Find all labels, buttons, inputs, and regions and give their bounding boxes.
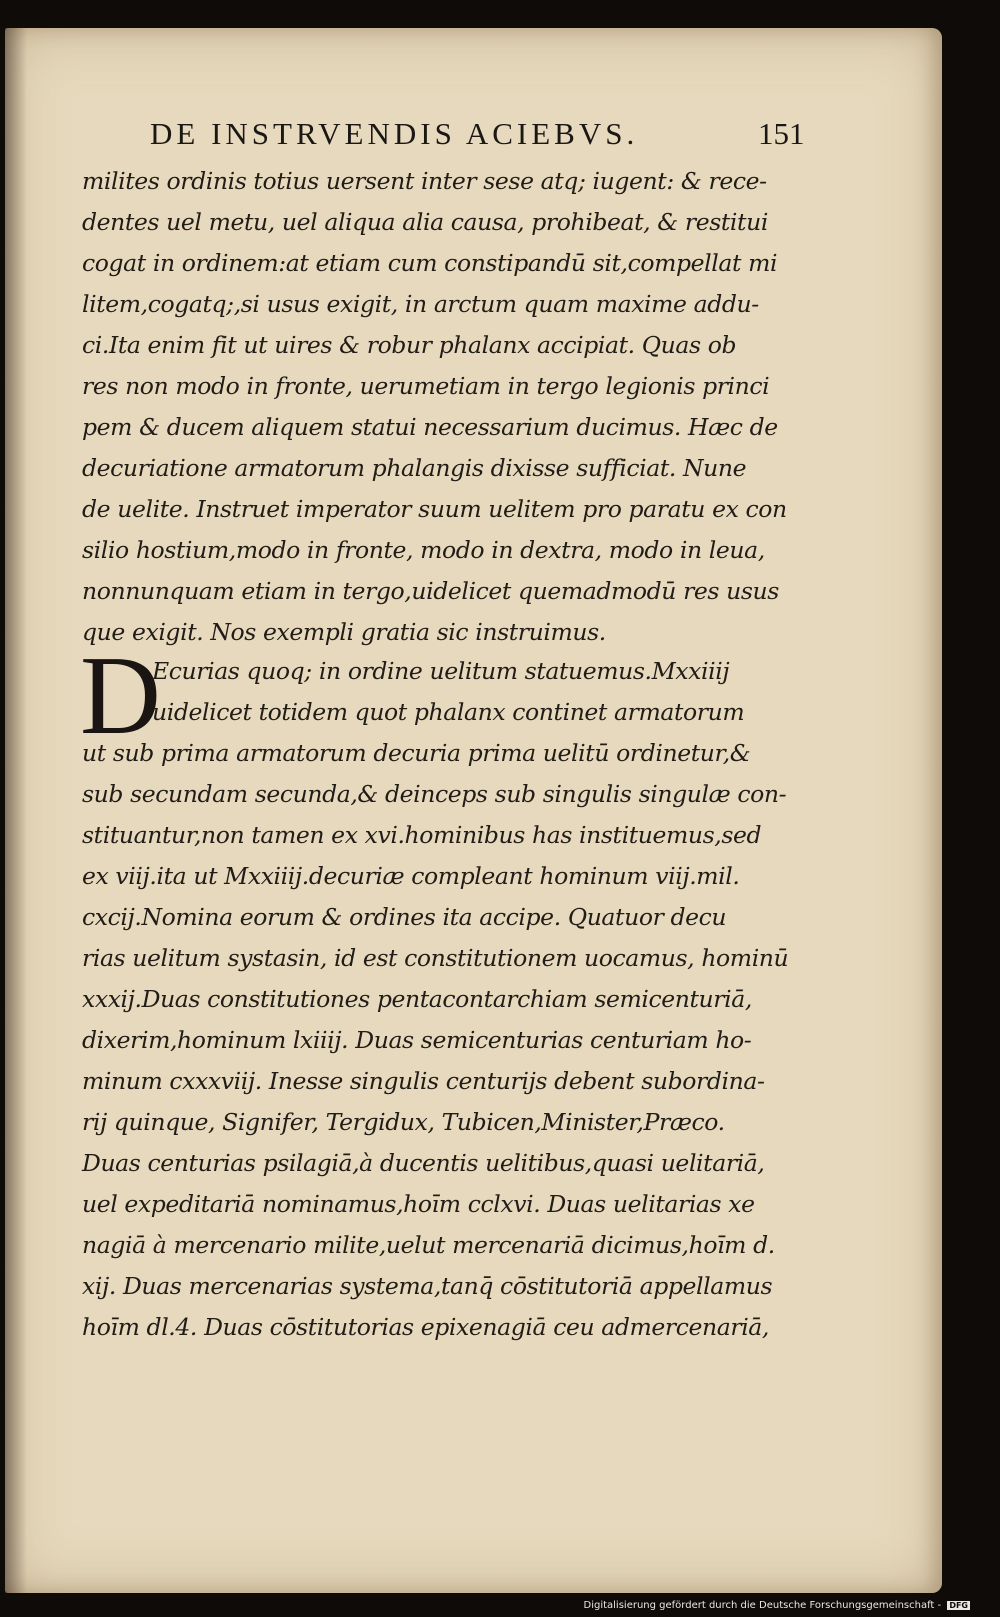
text-line: cxcij.Nomina eorum & ordines ita accipe. Quatuor decu [82,903,727,931]
text-line: Ecurias quoq; in ordine uelitum statuemus.Mxxiiij [152,657,730,685]
running-title: DE INSTRVENDIS ACIEBVS. [150,116,639,151]
text-line: decuriatione armatorum phalangis dixisse sufficiat. Nune [82,454,747,482]
text-line: xij. Duas mercenarias systema,tanq̄ cōstitutoriā appellamus [82,1272,773,1300]
text-line: xxxij.Duas constitutiones pentacontarchiam semicenturiā, [82,985,752,1013]
text-line: litem,cogatq;,si usus exigit, in arctum quam maxime addu- [82,290,759,318]
text-line: cogat in ordinem:at etiam cum constipandū sit,compellat mi [82,249,778,277]
dfg-logo: DFG [949,1601,968,1610]
text-line: rias uelitum systasin, id est constitutionem uocamus, hominū [82,944,789,972]
text-line: hoīm dl.4. Duas cōstitutorias epixenagiā ceu admercenariā, [82,1313,769,1341]
text-line: stituantur,non tamen ex xvi.hominibus has instituemus,sed [82,821,762,849]
text-line: dixerim,hominum lxiiij. Duas semicenturias centuriam ho- [82,1026,752,1054]
credit-text: Digitalisierung gefördert durch die Deutsche Forschungsgemeinschaft - [583,1600,942,1611]
text-line: pem & ducem aliquem statui necessarium ducimus. Hæc de [82,413,778,441]
text-line: que exigit. Nos exempli gratia sic instruimus. [82,618,606,646]
text-line: res non modo in fronte, uerumetiam in tergo legionis princi [82,372,770,400]
page-number: 151 [758,116,805,151]
page-gutter-shadow [5,28,27,1593]
text-line: milites ordinis totius uersent inter sese atq; iugent: & rece- [82,167,767,195]
text-line: ci.Ita enim fit ut uires & robur phalanx accipiat. Quas ob [82,331,737,359]
text-line: ut sub prima armatorum decuria prima uelitū ordinetur,& [82,739,751,767]
text-line: Duas centurias psilagiā,à ducentis uelitibus,quasi uelitariā, [82,1149,765,1177]
text-line: minum cxxxviij. Inesse singulis centurijs debent subordina- [82,1067,765,1095]
text-line: nonnunquam etiam in tergo,uidelicet quemadmodū res usus [82,577,779,605]
text-line: uel expeditariā nominamus,hoīm cclxvi. Duas uelitarias xe [82,1190,755,1218]
drop-cap-initial: D [80,634,161,758]
text-line: sub secundam secunda,& deinceps sub singulis singulæ con- [82,780,787,808]
text-line: rij quinque, Signifer, Tergidux, Tubicen,Minister,Præco. [82,1108,725,1136]
digitization-credit [584,1600,971,1611]
text-line: silio hostium,modo in fronte, modo in dextra, modo in leua, [82,536,765,564]
text-line: ex viij.ita ut Mxxiiij.decuriæ compleant hominum viij.mil. [82,862,740,890]
text-line: de uelite. Instruet imperator suum uelitem pro paratu ex con [82,495,787,523]
text-line: dentes uel metu, uel aliqua alia causa, prohibeat, & restitui [82,208,768,236]
text-line: uidelicet totidem quot phalanx continet armatorum [152,698,745,726]
text-line: nagiā à mercenario milite,uelut mercenariā dicimus,hoīm d. [82,1231,775,1259]
